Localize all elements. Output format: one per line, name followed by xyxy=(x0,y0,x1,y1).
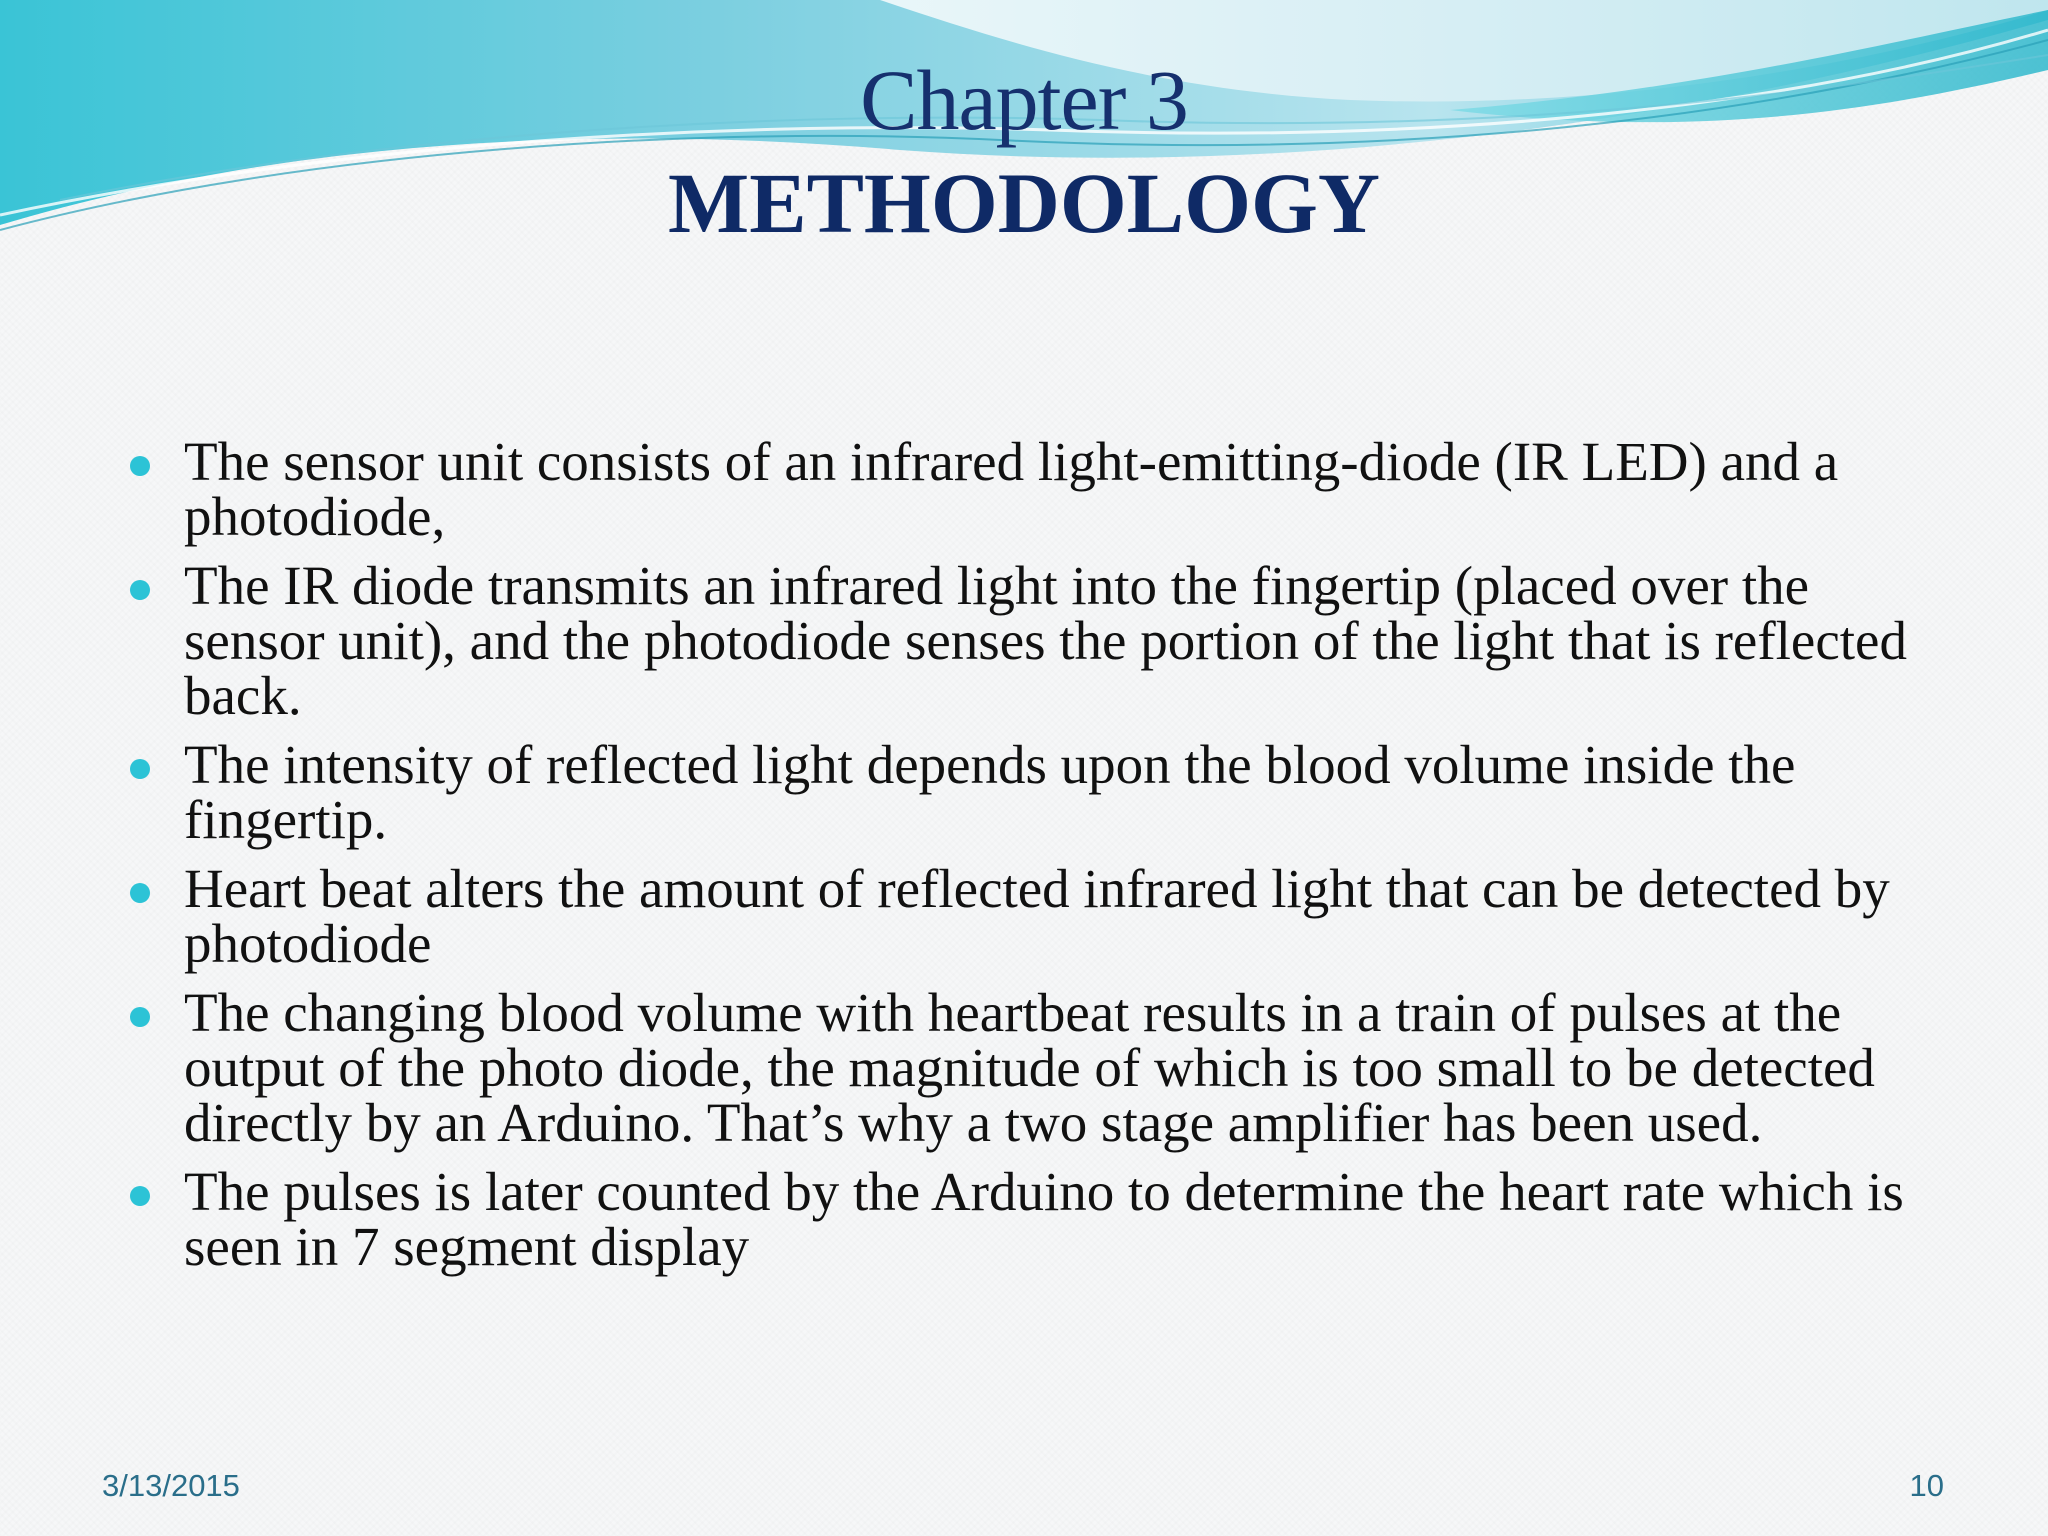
bullet-dot-icon xyxy=(130,580,150,600)
bullet-dot-icon xyxy=(130,883,150,903)
bullet-text: The pulses is later counted by the Arduino to determine the heart rate which is seen in 7 segment display xyxy=(184,1161,1904,1277)
chapter-title: Chapter 3 xyxy=(860,52,1188,148)
page-number: 10 xyxy=(1909,1468,1944,1503)
bullet-text: The sensor unit consists of an infrared light-emitting-diode (IR LED) and a photodiode, xyxy=(184,431,1839,547)
bullet-item xyxy=(130,431,1930,547)
bullet-list xyxy=(130,431,1930,1288)
bullet-text: The IR diode transmits an infrared light into the fingertip (placed over the sensor unit), and the photodiode senses the portion of the light that is reflected back. xyxy=(184,555,1907,726)
bullet-text: The intensity of reflected light depends upon the blood volume inside the fingertip. xyxy=(184,734,1796,850)
bullet-dot-icon xyxy=(130,1186,150,1206)
bullet-text: Heart beat alters the amount of reflected infrared light that can be detected by photodiode xyxy=(184,858,1890,974)
bullet-item xyxy=(130,1161,1930,1277)
bullet-dot-icon xyxy=(130,759,150,779)
bullet-dot-icon xyxy=(130,456,150,476)
title-block xyxy=(0,52,2048,258)
bullet-dot-icon xyxy=(130,1007,150,1027)
bullet-text: The changing blood volume with heartbeat results in a train of pulses at the output of the photo diode, the magnitude of which is too small to be detected directly by an Arduino. That’s why a two stage amplifier has been used. xyxy=(184,982,1875,1153)
bullet-item xyxy=(130,555,1930,726)
bullet-item xyxy=(130,982,1930,1153)
bullet-item xyxy=(130,734,1930,850)
footer-date: 3/13/2015 xyxy=(102,1468,240,1503)
bullet-item xyxy=(130,858,1930,974)
section-title: METHODOLOGY xyxy=(668,155,1380,251)
